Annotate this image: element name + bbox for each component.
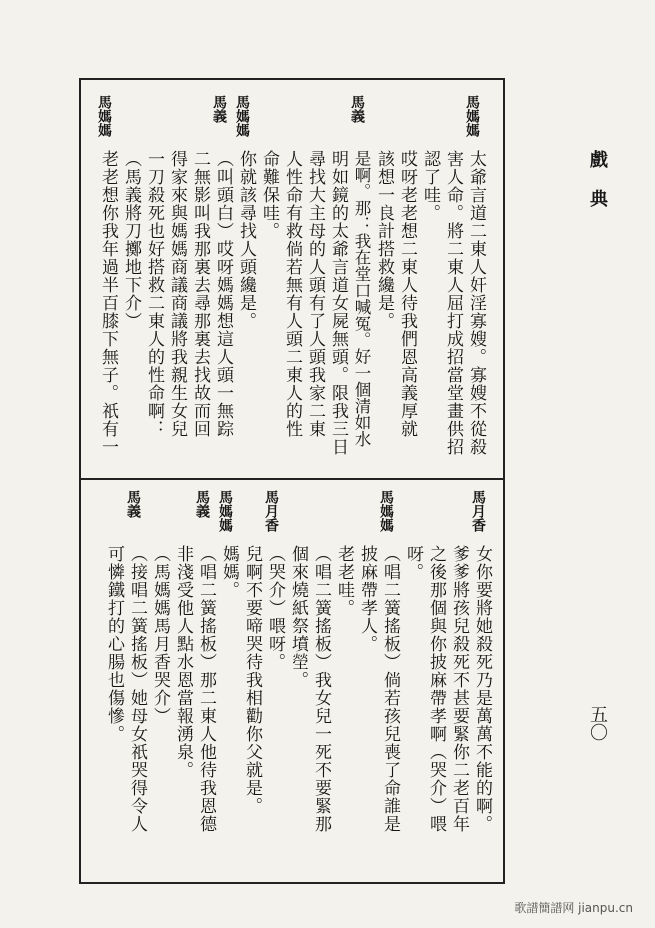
- stage-direction: （馬媽媽馬月香哭介）: [150, 545, 170, 725]
- dialogue-line: 老老想你我年過半百膝下無子。祇有一: [98, 150, 118, 456]
- dialogue-line: 個來燒紙祭墳塋。: [288, 545, 308, 689]
- dialogue-line: （接唱二簧搖板）她母女祇哭得令人: [127, 545, 147, 833]
- dialogue-line: 二無影叫我那裏去尋那裏去找故而回: [190, 150, 210, 438]
- dialogue-line: 之後那個與你披麻帶孝啊（哭介）喂: [426, 545, 446, 833]
- dialogue-line: 得家來與媽媽商議商議將我親生女兒: [167, 150, 187, 438]
- speaker-label: 馬義: [211, 95, 227, 123]
- dialogue-line: （叫頭白）哎呀媽媽想這人頭一無踪: [213, 150, 233, 438]
- speaker-label: 馬義: [194, 490, 210, 518]
- dialogue-line: 哎呀老老想二東人待我們恩高義厚就: [397, 150, 417, 438]
- dialogue-line: 老老哇。: [334, 545, 354, 617]
- speaker-label: 馬義: [349, 95, 365, 123]
- speaker-label: 馬義: [125, 490, 141, 518]
- speaker-label: 馬媽媽: [464, 95, 480, 137]
- dialogue-line: 非淺受他人點水恩當報湧泉。: [173, 545, 193, 779]
- stage-direction: （馬義將刀擲地下介）: [121, 150, 141, 330]
- dialogue-line: 呀。: [403, 545, 423, 581]
- speaker-label: 馬媽媽: [234, 95, 250, 137]
- dialogue-line: 害人命。將二東人屈打成招當堂畫供招: [443, 150, 463, 456]
- dialogue-line: （唱二簧搖板）那二東人他待我恩德: [196, 545, 216, 833]
- speaker-label: 馬月香: [470, 490, 486, 532]
- book-title: 戲 典: [587, 150, 608, 207]
- dialogue-line: （哭介）喂呀。: [265, 545, 285, 671]
- dialogue-line: 媽媽。: [219, 545, 239, 599]
- watermark: 歌譜簡譜网 jianpu.cn: [514, 901, 633, 915]
- dialogue-line: 是啊。那：我在堂口喊冤。好一個清如水: [352, 150, 371, 447]
- dialogue-line: 一刀殺死也好搭救二東人的性命啊：: [144, 150, 164, 438]
- speaker-label: 馬媽媽: [217, 490, 233, 532]
- section-divider: [79, 478, 505, 480]
- dialogue-line: 認了哇。: [420, 150, 440, 222]
- speaker-label: 馬月香: [263, 490, 279, 532]
- speaker-label: 馬媽媽: [96, 95, 112, 137]
- dialogue-line: 命難保哇。: [259, 150, 279, 240]
- dialogue-line: 可憐鐵打的心腸也傷慘。: [104, 545, 124, 743]
- speaker-label: 馬媽媽: [378, 490, 394, 532]
- dialogue-line: 該想一良計搭救纔是。: [374, 150, 394, 330]
- dialogue-line: 爹爹將孩兒殺死不甚要緊你二老百年: [449, 545, 469, 833]
- dialogue-line: （唱二簧搖板）我女兒一死不要緊那: [311, 545, 331, 833]
- page-number: 五〇: [587, 705, 608, 741]
- dialogue-line: 太爺言道二東人奸淫寡嫂。寡嫂不從殺: [466, 150, 486, 456]
- dialogue-line: 尋找大主母的人頭有了人頭我家二東: [305, 150, 325, 438]
- dialogue-line: （唱二簧搖板）倘若孩兒喪了命誰是: [380, 545, 400, 833]
- dialogue-line: 兒啊不要啼哭待我相勸你父就是。: [242, 545, 262, 815]
- dialogue-line: 明如鏡的太爺言道女屍無頭。限我三日: [328, 150, 348, 456]
- dialogue-line: 披麻帶孝人。: [357, 545, 377, 653]
- dialogue-line: 人性命有救倘若無有人頭二東人的性: [282, 150, 302, 438]
- dialogue-line: 女你要將她殺死乃是萬萬不能的啊。: [472, 545, 492, 833]
- dialogue-line: 你就該尋找人頭纔是。: [236, 150, 256, 330]
